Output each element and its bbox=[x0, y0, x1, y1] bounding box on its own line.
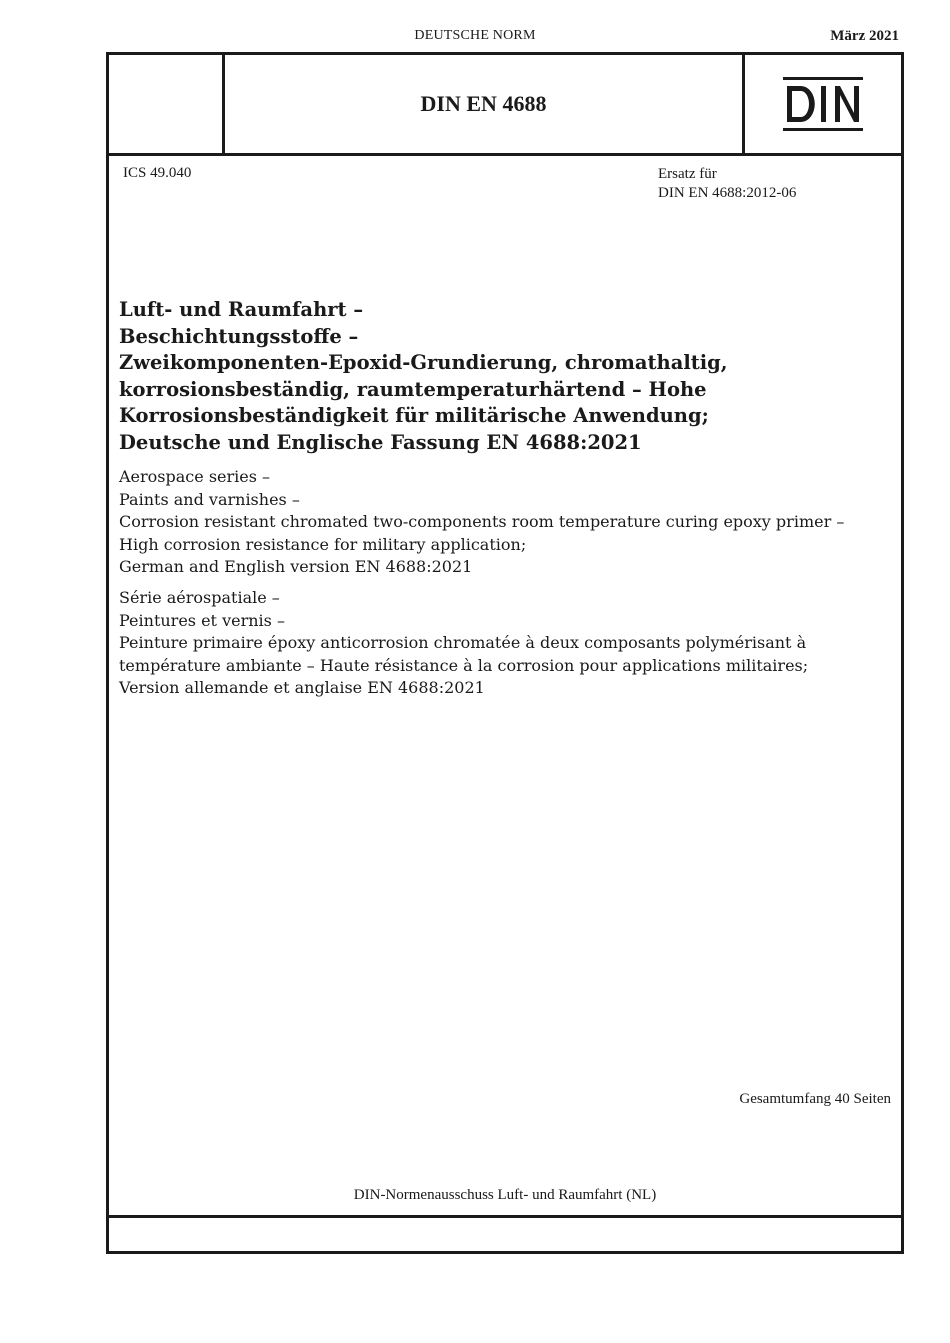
title-fr-line: température ambiante – Haute résistance à la corrosion pour applications militaires; bbox=[119, 655, 809, 675]
title-de-line: Deutsche und Englische Fassung EN 4688:2021 bbox=[119, 430, 642, 454]
title-french bbox=[119, 587, 889, 700]
standard-type-label: DEUTSCHE NORM bbox=[414, 28, 536, 43]
title-fr-line: Version allemande et anglaise EN 4688:2021 bbox=[119, 678, 485, 697]
header-empty-cell bbox=[109, 55, 225, 153]
din-logo bbox=[783, 77, 863, 131]
title-de-line: Korrosionsbeständigkeit für militärische Anwendung; bbox=[119, 404, 709, 427]
ics-code: ICS 49.040 bbox=[123, 165, 192, 181]
document-number: DIN EN 4688 bbox=[420, 91, 547, 116]
title-de-line: Beschichtungsstoffe – bbox=[119, 324, 359, 348]
bottom-divider bbox=[109, 1215, 901, 1218]
header-row bbox=[109, 55, 901, 156]
cover-frame bbox=[106, 52, 904, 1254]
header-doc-number-cell bbox=[225, 55, 745, 153]
replaces-label: Ersatz für bbox=[658, 166, 717, 182]
title-de-line: korrosionsbeständig, raumtemperaturhärtend – Hohe bbox=[119, 377, 707, 401]
title-fr-line: Peintures et vernis – bbox=[119, 610, 285, 630]
title-en-line: German and English version EN 4688:2021 bbox=[119, 557, 473, 576]
title-fr-line: Série aérospatiale – bbox=[119, 588, 280, 607]
total-pages: Gesamtumfang 40 Seiten bbox=[739, 1091, 891, 1107]
title-english bbox=[119, 466, 889, 579]
header-logo-cell bbox=[745, 55, 901, 153]
title-en-line: High corrosion resistance for military application; bbox=[119, 534, 527, 554]
title-fr-line: Peinture primaire époxy anticorrosion chromatée à deux composants polymérisant à bbox=[119, 633, 807, 652]
title-de-line: Luft- und Raumfahrt – bbox=[119, 298, 364, 321]
title-en-line: Paints and varnishes – bbox=[119, 489, 300, 509]
replaces-value: DIN EN 4688:2012-06 bbox=[658, 185, 797, 201]
title-de-line: Zweikomponenten-Epoxid-Grundierung, chromathaltig, bbox=[119, 351, 728, 374]
standards-committee: DIN-Normenausschuss Luft- und Raumfahrt (NL) bbox=[353, 1187, 657, 1203]
title-german bbox=[119, 297, 889, 456]
title-en-line: Corrosion resistant chromated two-components room temperature curing epoxy primer – bbox=[119, 512, 845, 531]
replaces-info bbox=[658, 165, 796, 203]
title-en-line: Aerospace series – bbox=[119, 467, 271, 486]
publication-date: März 2021 bbox=[830, 28, 899, 44]
